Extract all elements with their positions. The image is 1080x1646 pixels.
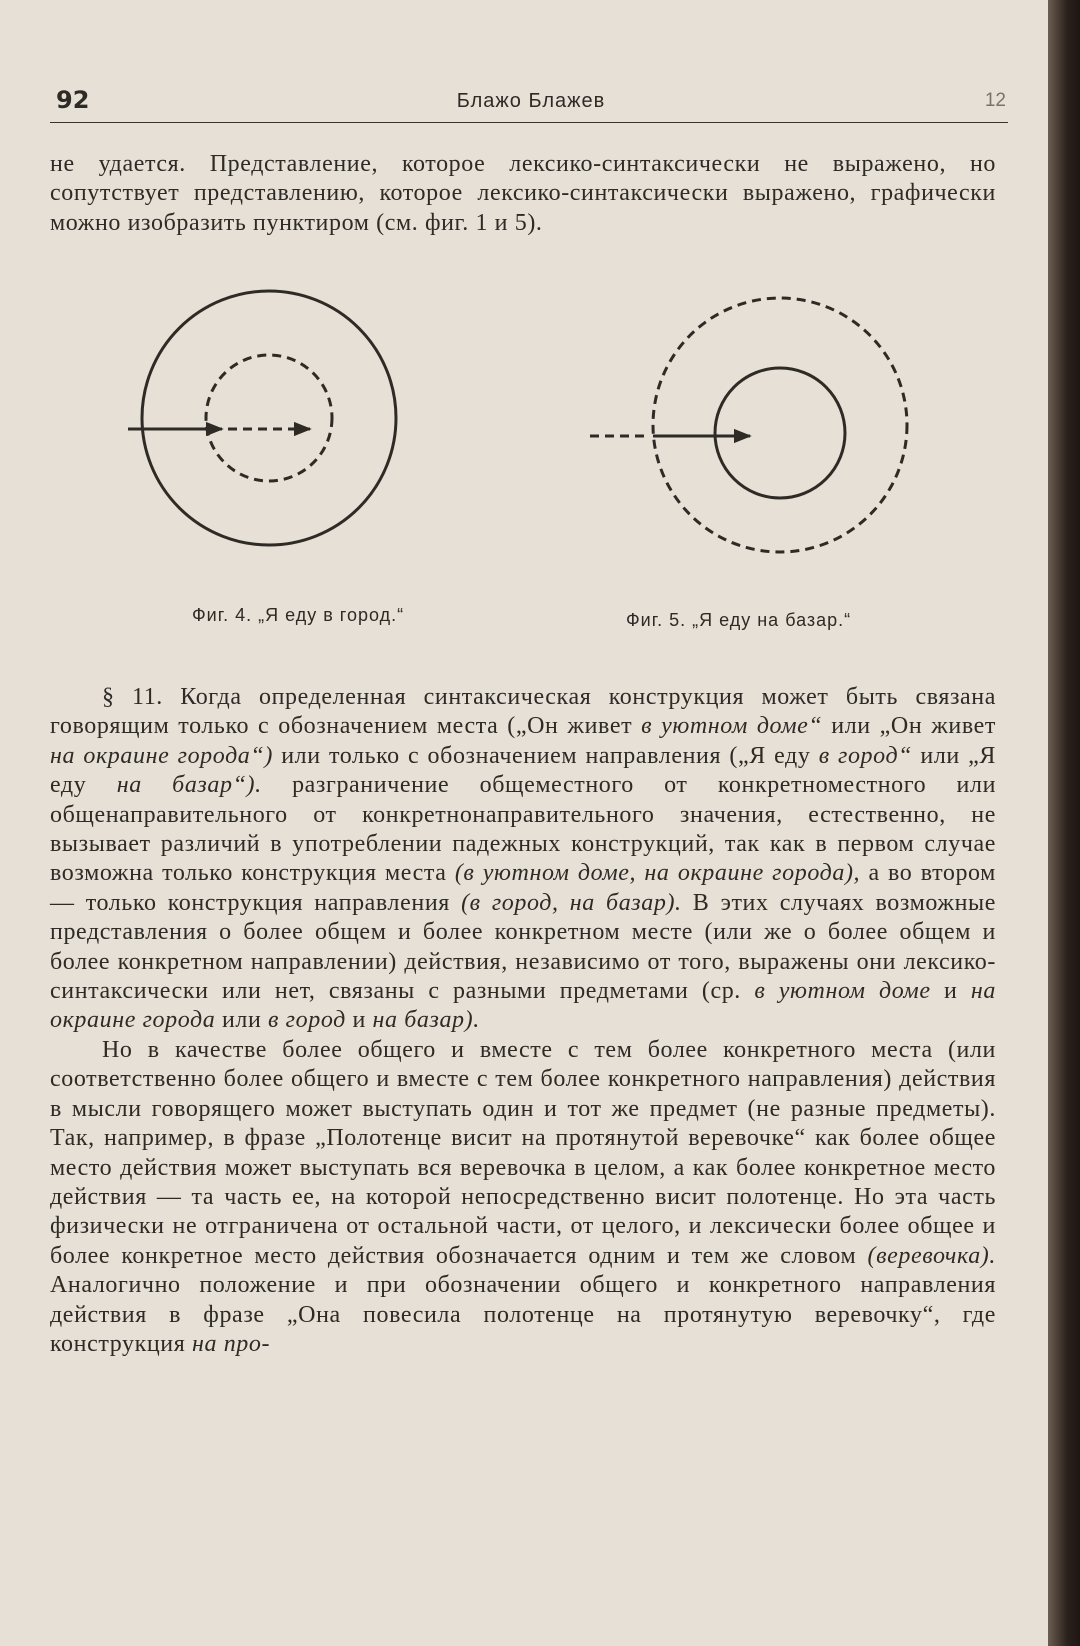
section-11-text (50, 683, 996, 1359)
figure-4-diagram (128, 291, 396, 545)
figure-5-caption: Фиг. 5. „Я еду на базар.“ (626, 610, 852, 630)
fig4-outer-circle (142, 291, 396, 545)
page-header (56, 86, 1006, 120)
book-spine-edge (1048, 0, 1080, 1646)
intro-paragraph (50, 150, 996, 238)
figures (100, 285, 960, 585)
fig5-inner-circle (715, 368, 845, 498)
page-number: 92 (56, 86, 90, 114)
intro-text: не удается. Представление, которое лексико-синтаксически не выражено, но сопутствует представлению, которое лексико-синтаксически выражено, графически можно изобразить пунктиром (см. фиг. 1 и 5). (50, 151, 996, 236)
paragraph-2: Но в качестве более общего и вместе с тем более конкретного места (или соответственно более общего и вместе с тем более конкретного направления) действия в мысли говорящего может выступать один и тот же предмет (не разные предметы). Так, например, в фразе „Полотенце висит на протянутой веревочке“ как более общее место действия может выступать вся веревочка в целом, а как более конкретное место действия — та часть ее, на которой непосредственно висит полотенце. Но эта часть физически не отграничена от остальной части, от целого, и лексически более общее и более конкретное место действия обозначается одним и тем же словом (веревочка). Аналогично положение и при обозначении общего и конкретного направления действия в фразе „Она повесила полотенце на протянутую веревочку“, где конструкция на про- (50, 1036, 996, 1357)
header-rule (50, 122, 1008, 123)
section-mark: 12 (984, 90, 1006, 111)
fig4-inner-dashed-circle (206, 355, 332, 481)
paragraph-1: § 11. Когда определенная синтаксическая конструкция может быть связана говорящим только с обозначением места („Он живет в уютном доме“ или „Он живет на окраине города“) или только с обозначением направления („Я еду в город“ или „Я еду на базар“). разграничение общеместного от конкретноместного или общенаправительного от конкретнонаправительного значения, естественно, не вызывает различий в употреблении падежных конструкций, так как в первом случае возможна только конструкция места (в уютном доме, на окраине города), а во втором — только конструкция направления (в город, на базар). В этих случаях возможные представления о более общем и более конкретном месте (или же о более общем и более конкретном направлении) действия, независимо от того, выражены они лексико-синтаксически или нет, связаны с разными предметами (ср. в уютном доме и на окраине города или в город и на базар). (50, 684, 997, 1034)
figure-5-diagram (590, 298, 907, 552)
running-head: Блажо Блажев (456, 90, 606, 112)
figure-4-caption: Фиг. 4. „Я еду в город.“ (192, 605, 405, 625)
fig5-outer-dashed-circle (653, 298, 907, 552)
